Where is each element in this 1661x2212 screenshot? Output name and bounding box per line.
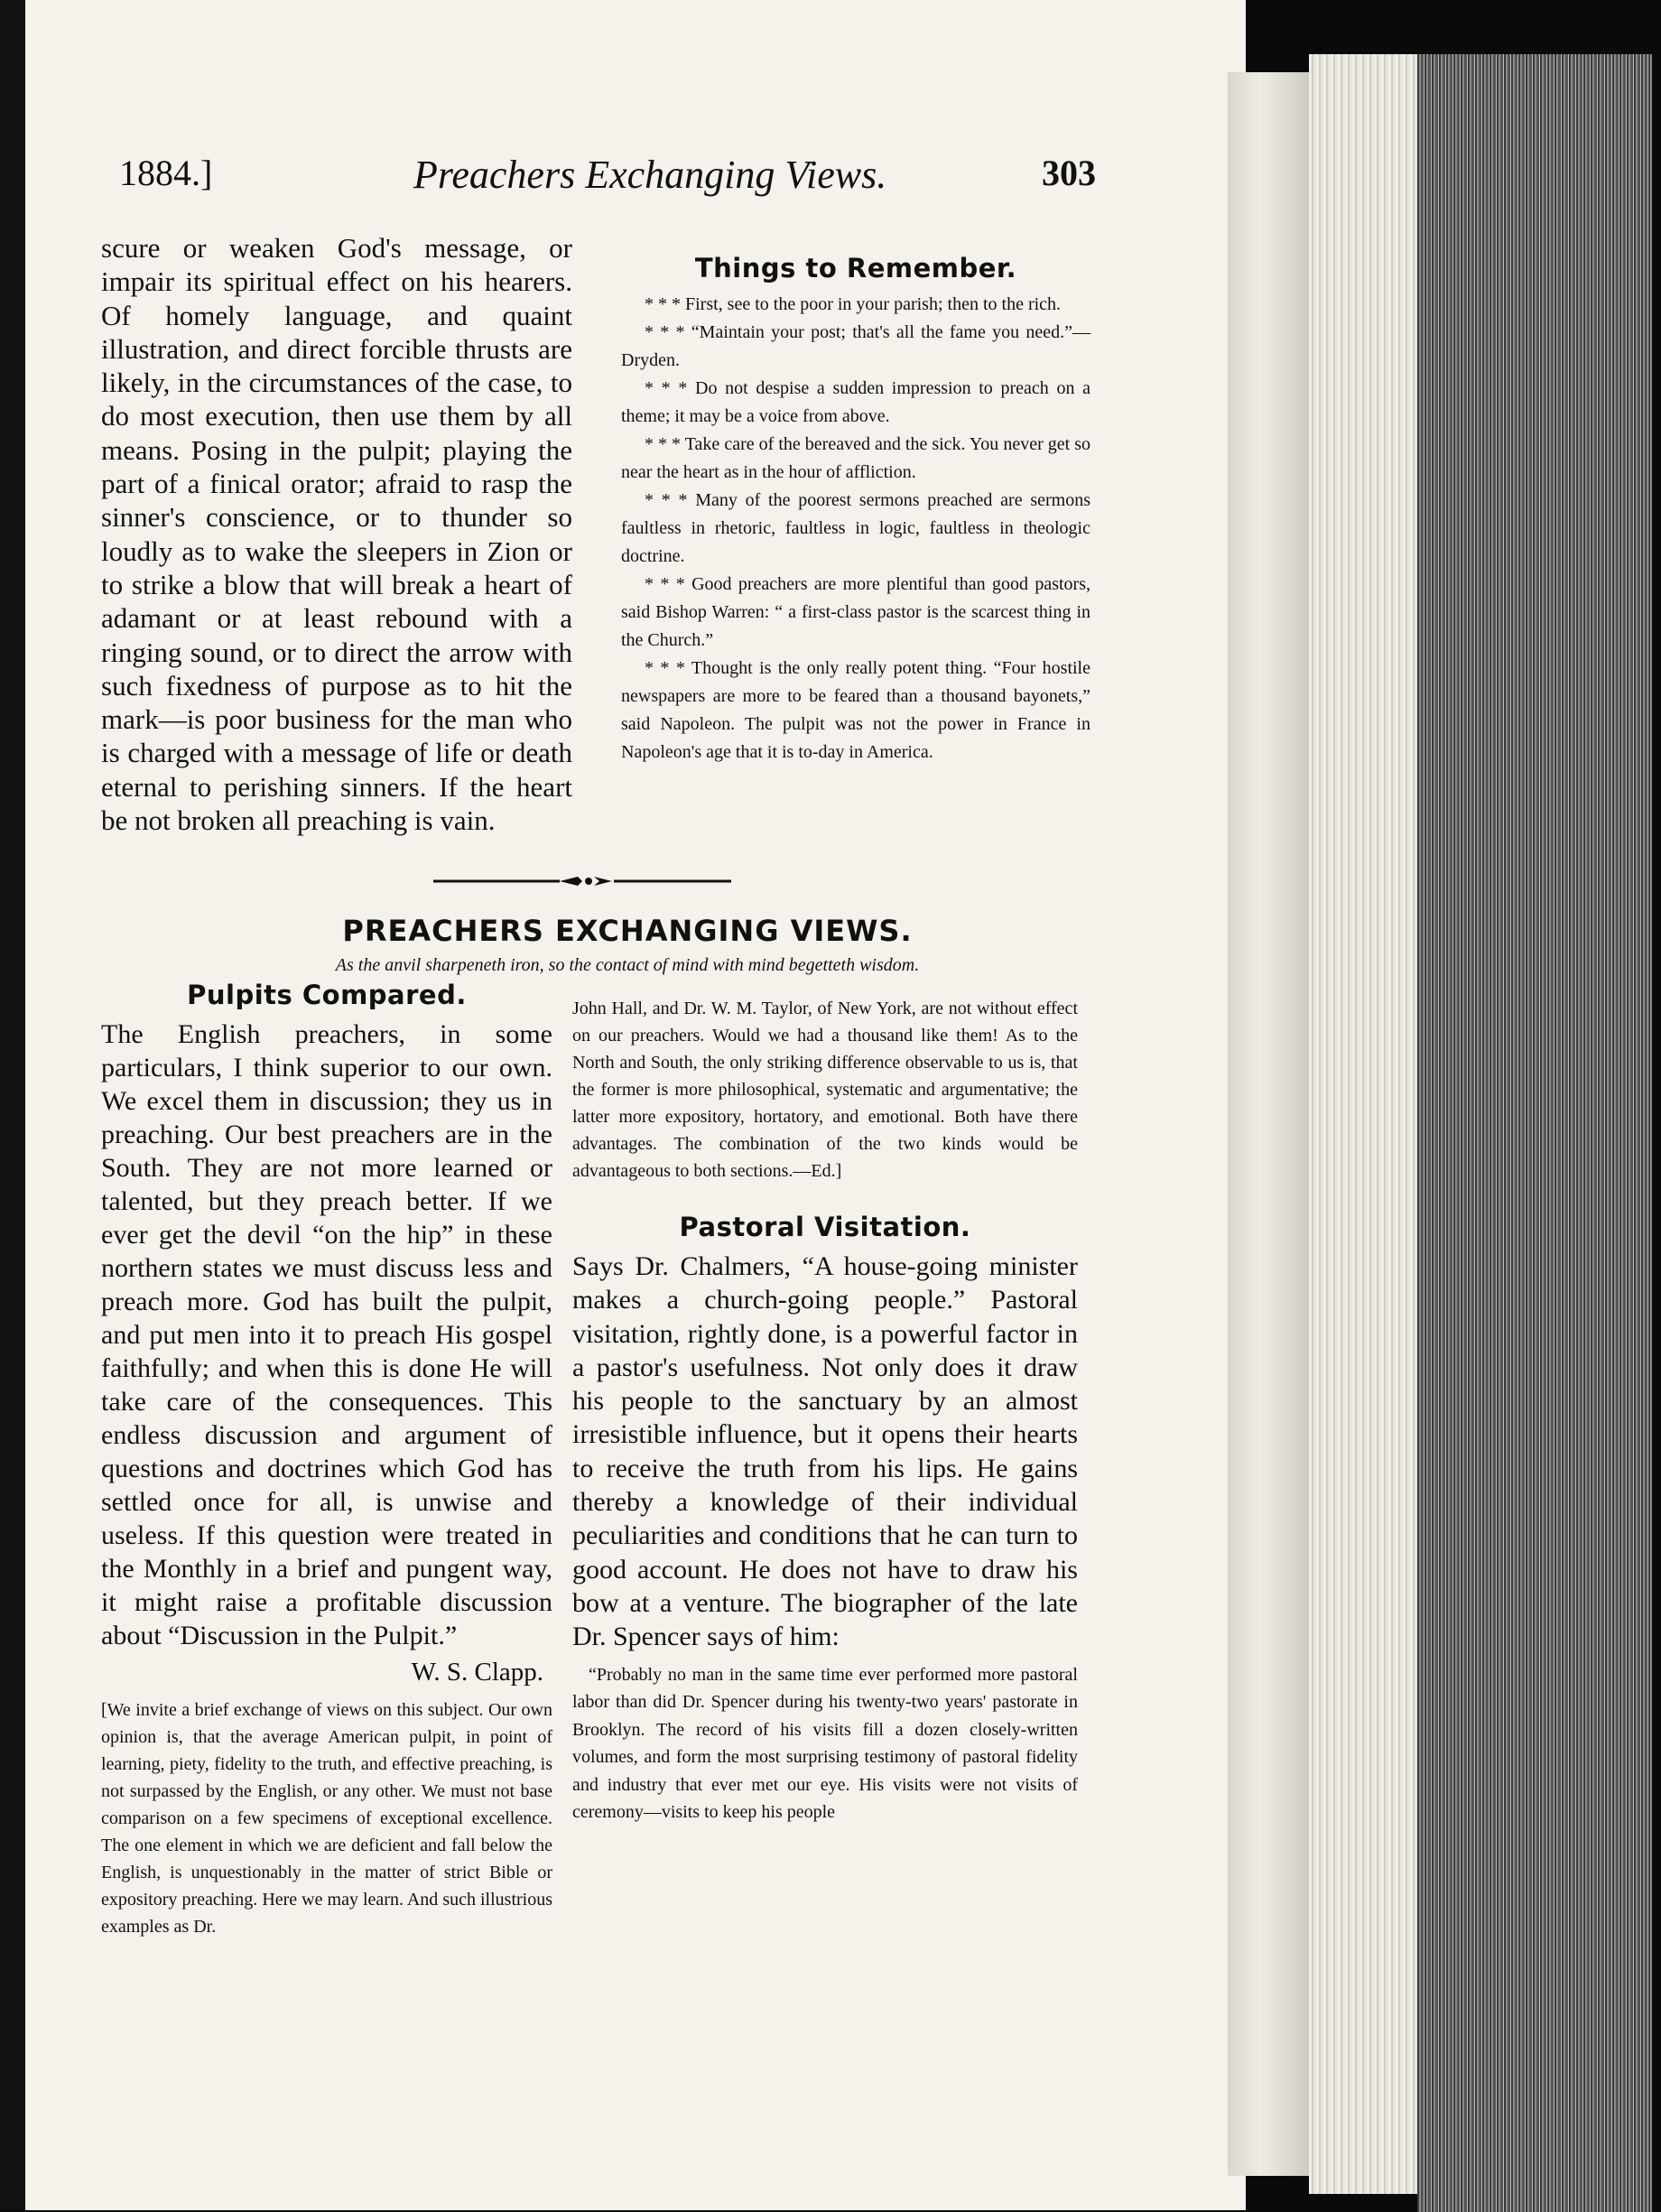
- things-item: * * * Take care of the bereaved and the sick. You never get so near the heart as in the hour of affliction.: [621, 434, 1090, 482]
- page-number: 303: [1042, 153, 1096, 193]
- page-gutter: [1228, 72, 1309, 2176]
- running-title: Preachers Exchanging Views.: [413, 153, 887, 197]
- editor-note: [We invite a brief exchange of views on this subject. Our own opinion is, that the average American pulpit, in point of learning, piety, fidelity to the truth, and effective preaching, is not surpassed by the English, or any other. We must not base comparison on a few specimens of exceptional excellence. The one element in which we are deficient and fall below the English, is unquestionably in the matter of strict Bible or expository preaching. Here we may learn. And such illustrious examples as Dr.: [101, 1700, 552, 1937]
- things-item: * * * First, see to the poor in your parish; then to the rich.: [645, 294, 1062, 314]
- pulpits-compared: [101, 980, 552, 1940]
- pulpits-body: The English preachers, in some particulars, I think superior to our own. We excel them in discussion; they us in preaching. Our best preachers are in the South. They are not more learned or talented, but they preach better. If we ever get the devil “on the hip” in these northern states we must discuss less and preach more. God has built the pulpit, and put men into it to preach His gospel faithfully; and when this is done He will take care of the consequences. This endless discussion and argument of questions and doctrines which God has settled once for all, is unwise and useless. If this question were treated in the Monthly in a brief and pungent way, it might raise a profitable discussion about “Discussion in the Pulpit.”: [101, 1019, 552, 1650]
- things-item: * * * Good preachers are more plentiful than good pastors, said Bishop Warren: “ a first-class pastor is the scarcest thing in the Church.”: [621, 574, 1090, 650]
- header-year: 1884.]: [119, 153, 213, 193]
- left-column-top: [101, 231, 572, 837]
- left-column-text: scure or weaken God's message, or impair its spiritual effect on his hearers. Of homely language, and quaint illustration, and direct forcible thrusts are likely, in the circumstances of the case, to do most execution, then use them by all means. Posing in the pulpit; playing the part of a finical orator; afraid to rasp the sinner's conscience, or to thunder so loudly as to wake the sleepers in Zion or to strike a blow that will break a heart of adamant or at least rebound with a ringing sound, or to direct the arrow with such fixedness of purpose as to hit the mark—is poor business for the man who is charged with a message of life or death eternal to perishing sinners. If the heart be not broken all preaching is vain.: [101, 232, 572, 837]
- pulpits-heading: Pulpits Compared.: [187, 980, 467, 1010]
- pastoral-body: Says Dr. Chalmers, “A house-going minister makes a church-going people.” Pastoral visitation, rightly done, is a powerful factor in a pastor's usefulness. Not only does it draw his people to the sanctuary by an almost irresistible influence, but it opens their hearts to receive the truth from his lips. He gains thereby a knowledge of their individual peculiarities and conditions that he can turn to good account. He does not have to draw his bow at a venture. The biographer of the late Dr. Spencer says of him:: [572, 1251, 1078, 1652]
- things-item: * * * Many of the poorest sermons preached are sermons faultless in rhetoric, faultless in logic, faultless in theologic doctrine.: [621, 490, 1090, 566]
- book-spine-shadow: [0, 0, 25, 2210]
- section-epigraph: As the anvil sharpeneth iron, so the contact of mind with mind begetteth wisdom.: [335, 955, 920, 975]
- section-divider: [433, 876, 731, 887]
- things-item: * * * Do not despise a sudden impression to preach on a theme; it may be a voice from above.: [621, 378, 1090, 426]
- things-to-remember: [621, 253, 1090, 767]
- pastoral-quote: “Probably no man in the same time ever performed more pastoral labor than did Dr. Spencer during his twenty-two years' pastorate in Brooklyn. The record of his visits fill a dozen closely-written volumes, and form the most surprising testimony of pastoral fidelity and industry that ever met our eye. His visits were not visits of ceremony—visits to keep his people: [572, 1664, 1078, 1823]
- editor-note-continued: John Hall, and Dr. W. M. Taylor, of New York, are not without effect on our preachers. Would we had a thousand like them! As to the North and South, the only striking difference observable to us is, that the former is more philosophical, systematic and argumentative; the latter more expository, hortatory, and emotional. Both have there advantages. The combination of the two kinds would be advantageous to both sections.—Ed.]: [572, 999, 1078, 1181]
- section-title: PREACHERS EXCHANGING VIEWS.: [342, 914, 913, 948]
- pastoral-heading: Pastoral Visitation.: [679, 1212, 971, 1242]
- right-column-bottom: [572, 995, 1078, 1826]
- signature: W. S. Clapp.: [411, 1658, 543, 1687]
- book-edges: [1417, 54, 1652, 2212]
- things-item: * * * “Maintain your post; that's all the fame you need.”—Dryden.: [621, 322, 1090, 370]
- things-heading: Things to Remember.: [694, 253, 1017, 283]
- things-item: * * * Thought is the only really potent thing. “Four hostile newspapers are more to be feared than a thousand bayonets,” said Napoleon. The pulpit was not the power in France in Napoleon's age that it is to-day in America.: [621, 658, 1090, 762]
